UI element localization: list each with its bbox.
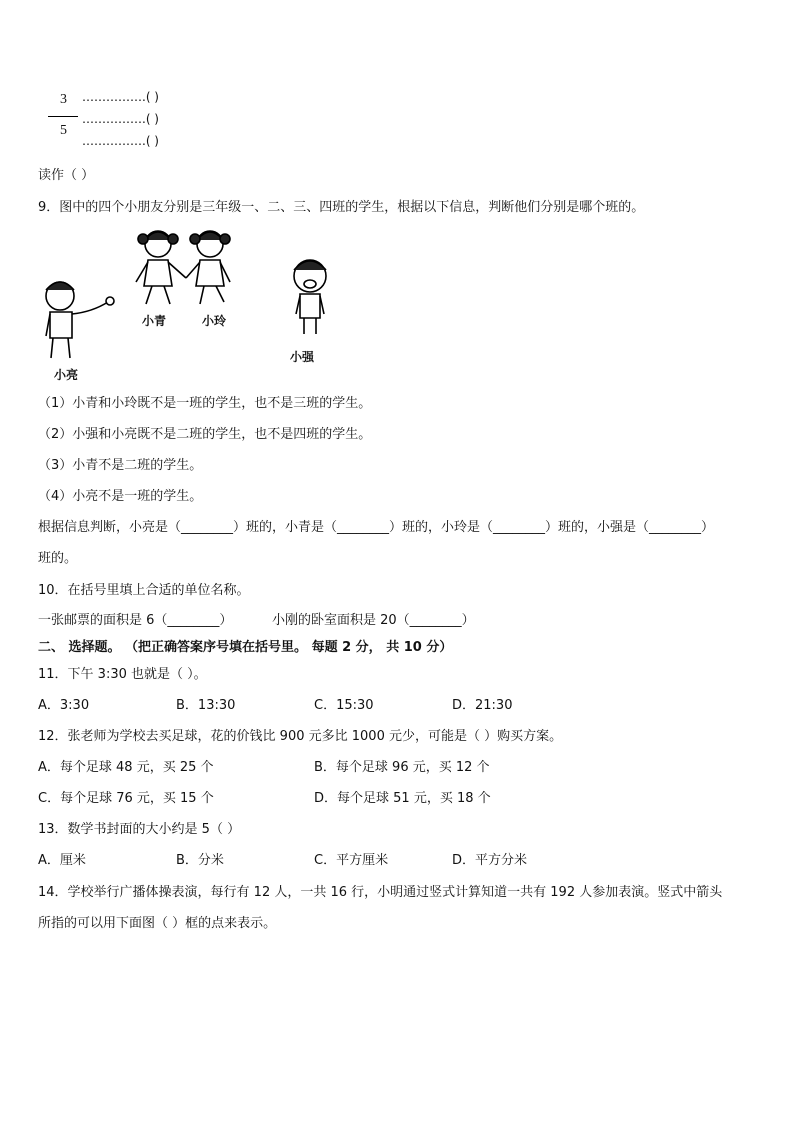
q13-option-b: B．分米 (176, 853, 224, 868)
q9-answer-line-cont: 班的。 (38, 551, 78, 566)
fill-row-1: …………….( ) (82, 90, 159, 104)
q14-stem-line-2: 所指的可以用下面图（ ）框的点来表示。 (38, 916, 277, 931)
q12-option-a: A．每个足球 48 元，买 25 个 (38, 760, 214, 775)
q12-stem: 12．张老师为学校去买足球，花的价钱比 900 元多比 1000 元少，可能是（ ）购买方案。 (38, 729, 563, 744)
fill-row-2: …………….( ) (82, 112, 159, 126)
q12-option-d: D．每个足球 51 元，买 18 个 (314, 791, 491, 806)
q13-stem: 13．数学书封面的大小约是 5（ ） (38, 822, 241, 837)
q13-option-a: A．厘米 (38, 853, 86, 868)
q12-option-b: B．每个足球 96 元，买 12 个 (314, 760, 490, 775)
q9-answer-line: 根据信息判断，小亮是（________）班的，小青是（________）班的，小玲是（________）班的，小强是（________） (38, 520, 715, 535)
q10-stem: 10．在括号里填上合适的单位名称。 (38, 583, 250, 598)
q10-blank-bedroom: 小刚的卧室面积是 20（________） (272, 613, 475, 628)
q9-stem: 9．图中的四个小朋友分别是三年级一、二、三、四班的学生，根据以下信息，判断他们分别是哪个班的。 (38, 200, 645, 215)
q13-option-c: C．平方厘米 (314, 853, 389, 868)
q11-option-a: A．3:30 (38, 698, 90, 713)
q9-clue-1: （1）小青和小玲既不是一班的学生，也不是三班的学生。 (38, 396, 372, 411)
children-illustration (38, 226, 358, 386)
q9-clue-3: （3）小青不是二班的学生。 (38, 458, 203, 473)
q11-stem: 11．下午 3:30 也就是（ ）。 (38, 667, 207, 682)
name-label-xiaoqing: 小青 (142, 314, 167, 328)
q14-stem-line-1: 14．学校举行广播体操表演，每行有 12 人，一共 16 行，小明通过竖式计算知道一共有 192 人参加表演。竖式中箭头 (38, 885, 723, 900)
section-2-header: 二、 选择题。 （把正确答案序号填在括号里。 每题 2 分， 共 10 分） (38, 640, 453, 655)
name-label-xiaoqiang: 小强 (290, 350, 315, 364)
name-label-xiaoling: 小玲 (202, 314, 227, 328)
fraction-denominator: 5 (60, 123, 67, 138)
q13-option-d: D．平方分米 (452, 853, 528, 868)
q10-blank-stamp: 一张邮票的面积是 6（________） (38, 613, 233, 628)
fill-row-3: …………….( ) (82, 134, 159, 148)
q9-clue-2: （2）小强和小亮既不是二班的学生，也不是四班的学生。 (38, 427, 372, 442)
name-label-xiaoliang: 小亮 (54, 368, 79, 382)
q11-option-b: B．13:30 (176, 698, 236, 713)
q9-clue-4: （4）小亮不是一班的学生。 (38, 489, 203, 504)
q11-option-d: D．21:30 (452, 698, 513, 713)
q11-option-c: C．15:30 (314, 698, 374, 713)
fraction-bar (48, 116, 78, 117)
q12-option-c: C．每个足球 76 元，买 15 个 (38, 791, 214, 806)
read-as-line: 读作（ ） (38, 168, 95, 183)
fraction-numerator: 3 (60, 92, 67, 107)
